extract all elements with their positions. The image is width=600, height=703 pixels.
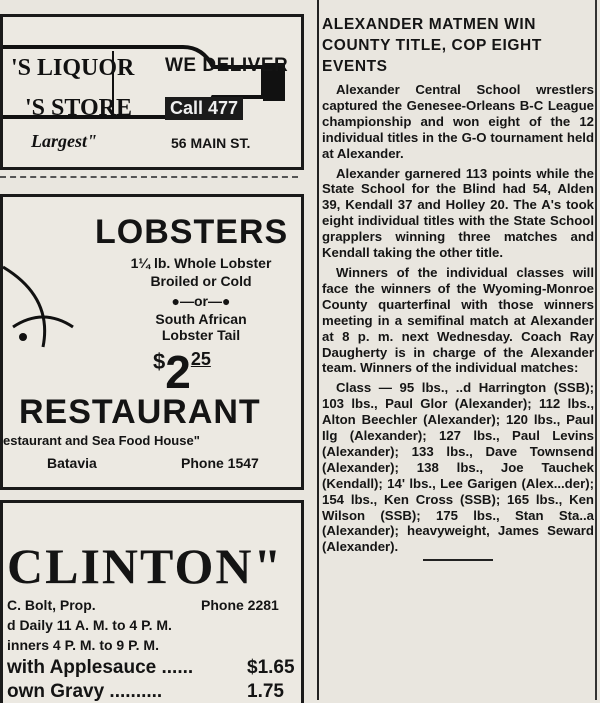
store-address: 56 MAIN ST. xyxy=(171,135,251,151)
article-headline: ALEXANDER MATMEN WIN COUNTY TITLE, COP EIGHT EVENTS xyxy=(322,16,542,75)
restaurant-city: Batavia xyxy=(47,455,97,471)
lobster-restaurant-ad xyxy=(0,194,304,490)
liquor-brand-line2: 'S STORE xyxy=(25,95,132,121)
restaurant-title: RESTAURANT xyxy=(19,393,261,431)
clinton-restaurant-ad xyxy=(0,500,304,703)
menu-item-1: with Applesauce ...... xyxy=(7,657,194,678)
lobster-line-5: Lobster Tail xyxy=(161,327,241,343)
menu-item-2: own Gravy .......... xyxy=(7,681,163,702)
lobster-line-3: ●—or—● xyxy=(171,293,231,309)
ad-separator xyxy=(0,176,298,178)
delivery-text: WE DELIVER xyxy=(165,55,289,76)
call-number: Call 477 xyxy=(165,97,243,120)
price-whole: 2 xyxy=(165,346,191,398)
clinton-owner: C. Bolt, Prop. xyxy=(7,597,96,613)
article-results: Class — 95 lbs., ..d Harrington (SSB); 103 lbs., Paul Glor (Alexander); 112 lbs., Alton Beechler (Alexander); 120 lbs., Paul Ilg (Alexander); 127 lbs., Paul Levins (Alexander); 133 lbs., Dave Townsend (Alexander); 138 lbs., Joe Tauchek (Kendall); 14' lbs., Lee Garigen (Alex...der); 154 lbs., Ken Cross (SSB); 165 lbs., Ken Wilson (SSB); 175 lbs., Stan Sta..a (Alexander); heavyweight, James Seward (Alexander). xyxy=(322,380,594,555)
menu-price-1: $1.65 xyxy=(247,657,295,678)
lobster-line-4: South African xyxy=(155,311,247,327)
clinton-hours-1: d Daily 11 A. M. to 4 P. M. xyxy=(7,617,172,633)
lobster-title: LOBSTERS xyxy=(95,213,289,251)
clinton-hours-2: inners 4 P. M. to 9 P. M. xyxy=(7,637,159,653)
clinton-title: CLINTON" xyxy=(7,538,284,594)
liquor-tagline: Largest" xyxy=(31,131,97,151)
lobster-icon xyxy=(0,237,83,377)
lobster-line-1: 1¼ lb. Whole Lobster xyxy=(130,255,272,271)
restaurant-subtitle: estaurant and Sea Food House" xyxy=(3,433,200,448)
news-article xyxy=(322,14,594,561)
article-paragraph: Winners of the individual classes will face the winners of the Wyoming-Monroe County quarterfinal with those winners meeting in a semifinal match at Alexander at 8 p. m. next Wednesday. Coach Ray Daugherty is in charge of the Alexander team. Winners of the individual matches: xyxy=(322,264,594,376)
lobster-line-2: Broiled or Cold xyxy=(150,273,252,289)
article-paragraph: Alexander garnered 113 points while the State School for the Blind had 54, Alden 39, Kendall 37 and Holley 20. The A's took eight individual titles with the State School grapplers winning three matches and Kendall taking the other title. xyxy=(322,165,594,261)
menu-price-2: 1.75 xyxy=(247,681,284,702)
liquor-store-ad xyxy=(0,14,304,170)
price-dollar: $ xyxy=(153,349,166,374)
column-divider xyxy=(317,0,319,700)
restaurant-phone: Phone 1547 xyxy=(181,455,259,471)
lobster-price xyxy=(153,346,211,398)
liquor-brand-line1: 'S LIQUOR xyxy=(11,55,135,81)
article-paragraph: Alexander Central School wrestlers captured the Genesee-Orleans B-C League championship and won eight of the 12 individual titles in the G-O tournament held at Alexander. xyxy=(322,82,594,161)
clinton-phone: Phone 2281 xyxy=(201,597,279,613)
right-edge-rule xyxy=(595,0,597,700)
price-cents: 25 xyxy=(190,349,211,369)
article-end-rule xyxy=(423,559,493,561)
